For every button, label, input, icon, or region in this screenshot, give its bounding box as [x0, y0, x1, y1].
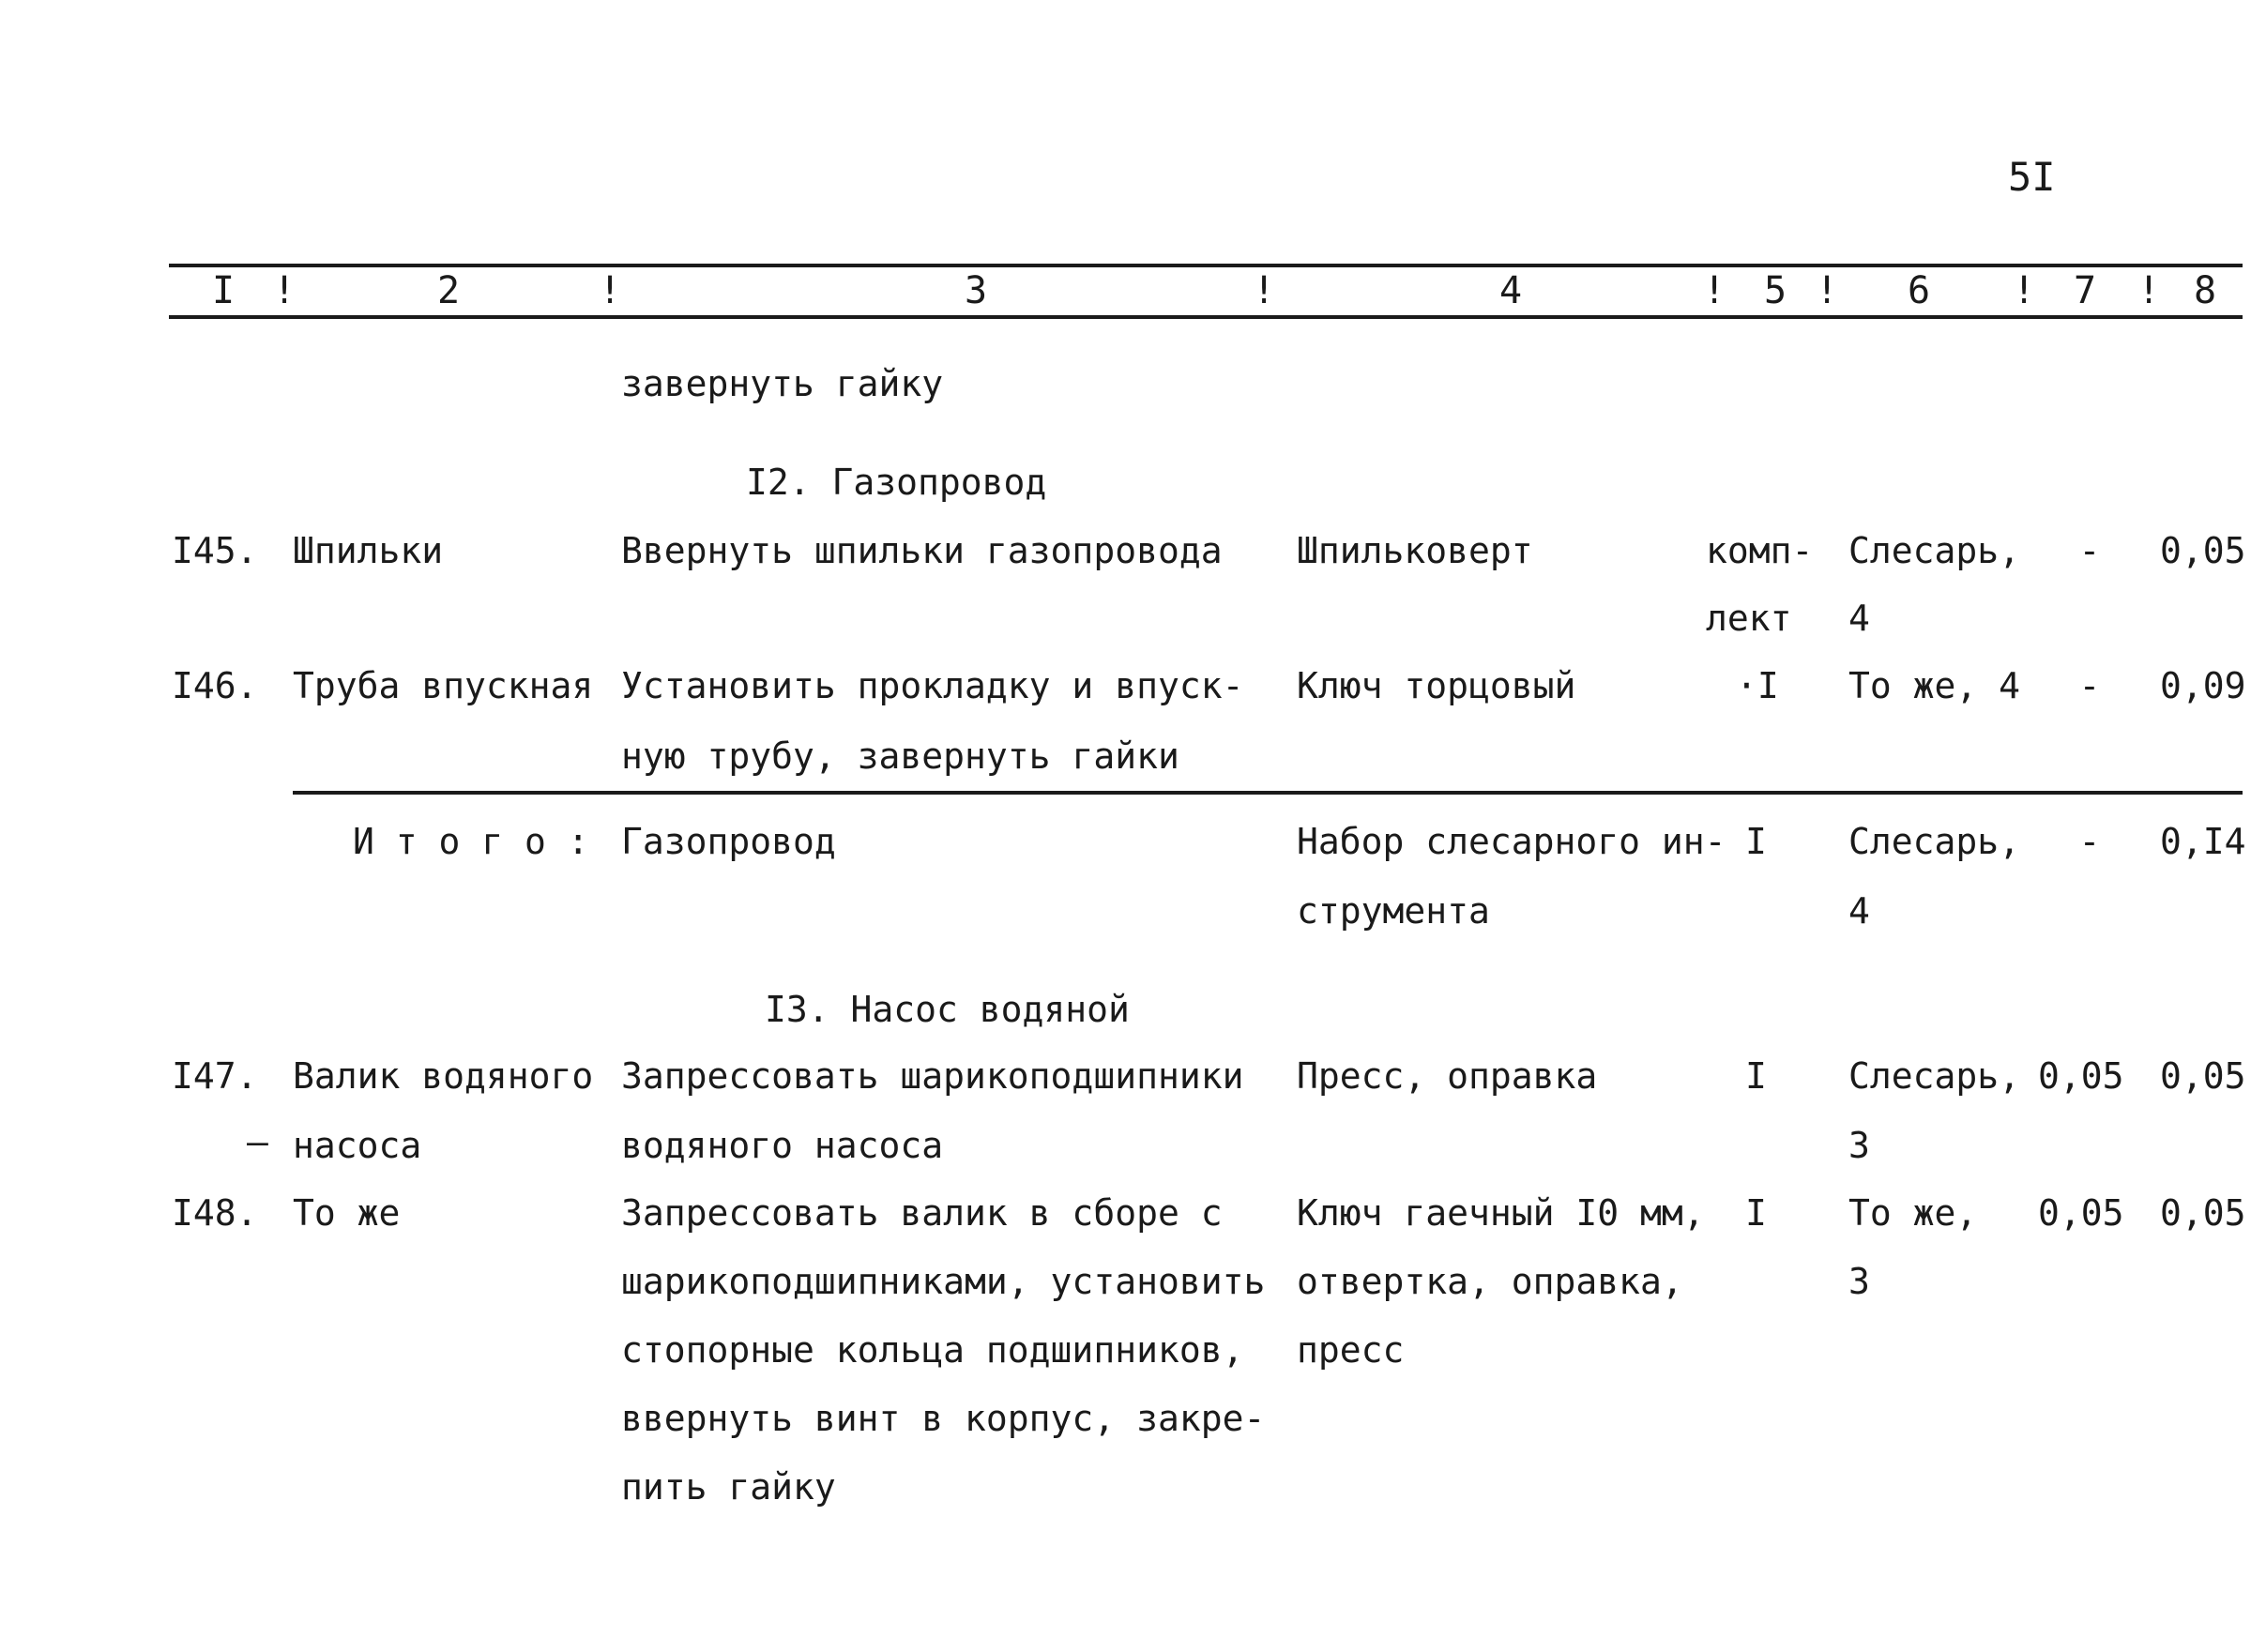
worker-text: 4 [1848, 598, 1870, 639]
header-separator: ! [1702, 269, 1726, 312]
worker-text: Слесарь, [1848, 530, 2021, 571]
col8-value: 0,09 [2160, 665, 2246, 706]
total-worker: Слесарь, [1848, 821, 2021, 862]
col7-value: - [2078, 665, 2101, 706]
header-separator: ! [2137, 269, 2161, 312]
worker-text: 3 [1848, 1261, 1870, 1302]
total-tool: струмента [1297, 890, 1490, 932]
col8-value: 0,05 [2160, 530, 2246, 571]
header-col-8: 8 [2193, 269, 2217, 312]
part-name: Шпильки [293, 530, 444, 571]
header-separator: ! [2012, 269, 2036, 312]
header-col-3: 3 [964, 269, 988, 312]
section-title: I2. Газопровод [746, 462, 1047, 503]
col8-value: 0,05 [2160, 1192, 2246, 1234]
col8-value: 0,05 [2160, 1055, 2246, 1097]
total-tool: Набор слесарного ин- [1297, 821, 1726, 862]
tool-text: отвертка, оправка, [1297, 1261, 1683, 1302]
tool-text: пресс [1297, 1329, 1405, 1371]
qty-text: лект [1706, 598, 1792, 639]
part-name: насоса [293, 1125, 422, 1166]
tool-text: Ключ гаечный I0 мм, [1297, 1192, 1705, 1234]
header-col-7: 7 [2073, 269, 2097, 312]
worker-text: 3 [1848, 1125, 1870, 1166]
operation-text: пить гайку [621, 1466, 836, 1508]
header-separator: ! [1252, 269, 1276, 312]
header-bottom-rule [169, 315, 2243, 319]
header-separator: ! [1815, 269, 1839, 312]
operation-text: стопорные кольца подшипников, [621, 1329, 1244, 1371]
operation-text: Запрессовать шарикоподшипники [621, 1055, 1244, 1097]
row-number: I48. [172, 1192, 258, 1234]
operation-text: ввернуть винт в корпус, закре- [621, 1398, 1266, 1439]
header-top-rule [169, 264, 2243, 267]
part-name: Труба впускная [293, 665, 594, 706]
qty-text: I [1745, 1192, 1767, 1234]
col7-value: 0,05 [2038, 1192, 2124, 1234]
worker-text: То же, [1848, 1192, 1978, 1234]
header-col-6: 6 [1907, 269, 1931, 312]
tool-text: Пресс, оправка [1297, 1055, 1598, 1097]
operation-text: Ввернуть шпильки газопровода [621, 530, 1223, 571]
total-rule [293, 791, 2243, 795]
worker-text: Слесарь, [1848, 1055, 2021, 1097]
tool-text: Шпильковерт [1297, 530, 1533, 571]
row-number: I45. [172, 530, 258, 571]
section-title: I3. Насос водяной [765, 989, 1130, 1030]
header-col-5: 5 [1763, 269, 1787, 312]
col7-value: - [2078, 530, 2101, 571]
header-separator: ! [272, 269, 297, 312]
operation-text: водяного насоса [621, 1125, 944, 1166]
continuation-text: завернуть гайку [621, 363, 944, 404]
total-operation: Газопровод [621, 821, 836, 862]
header-col-2: 2 [436, 269, 461, 312]
total-worker: 4 [1848, 890, 1870, 932]
header-separator: ! [598, 269, 622, 312]
row-number: I47. [172, 1055, 258, 1097]
tool-text: Ключ торцовый [1297, 665, 1576, 706]
total-qty: I [1745, 821, 1767, 862]
operation-text: ную трубу, завернуть гайки [621, 735, 1179, 777]
total-col8: 0,I4 [2160, 821, 2246, 862]
operation-text: Установить прокладку и впуск- [621, 665, 1244, 706]
qty-text: комп- [1706, 530, 1814, 571]
qty-text: ·I [1736, 665, 1779, 706]
part-name: Валик водяного [293, 1055, 594, 1097]
dash-mark: – [247, 1121, 268, 1162]
row-number: I46. [172, 665, 258, 706]
worker-text: То же, 4 [1848, 665, 2021, 706]
total-label: И т о г о : [353, 821, 589, 862]
part-name: То же [293, 1192, 401, 1234]
page-number: 5I [2008, 154, 2056, 200]
operation-text: Запрессовать валик в сборе с [621, 1192, 1223, 1234]
header-col-1: I [211, 269, 236, 312]
qty-text: I [1745, 1055, 1767, 1097]
total-col7: - [2078, 821, 2101, 862]
header-col-4: 4 [1498, 269, 1523, 312]
operation-text: шарикоподшипниками, установить [621, 1261, 1266, 1302]
col7-value: 0,05 [2038, 1055, 2124, 1097]
